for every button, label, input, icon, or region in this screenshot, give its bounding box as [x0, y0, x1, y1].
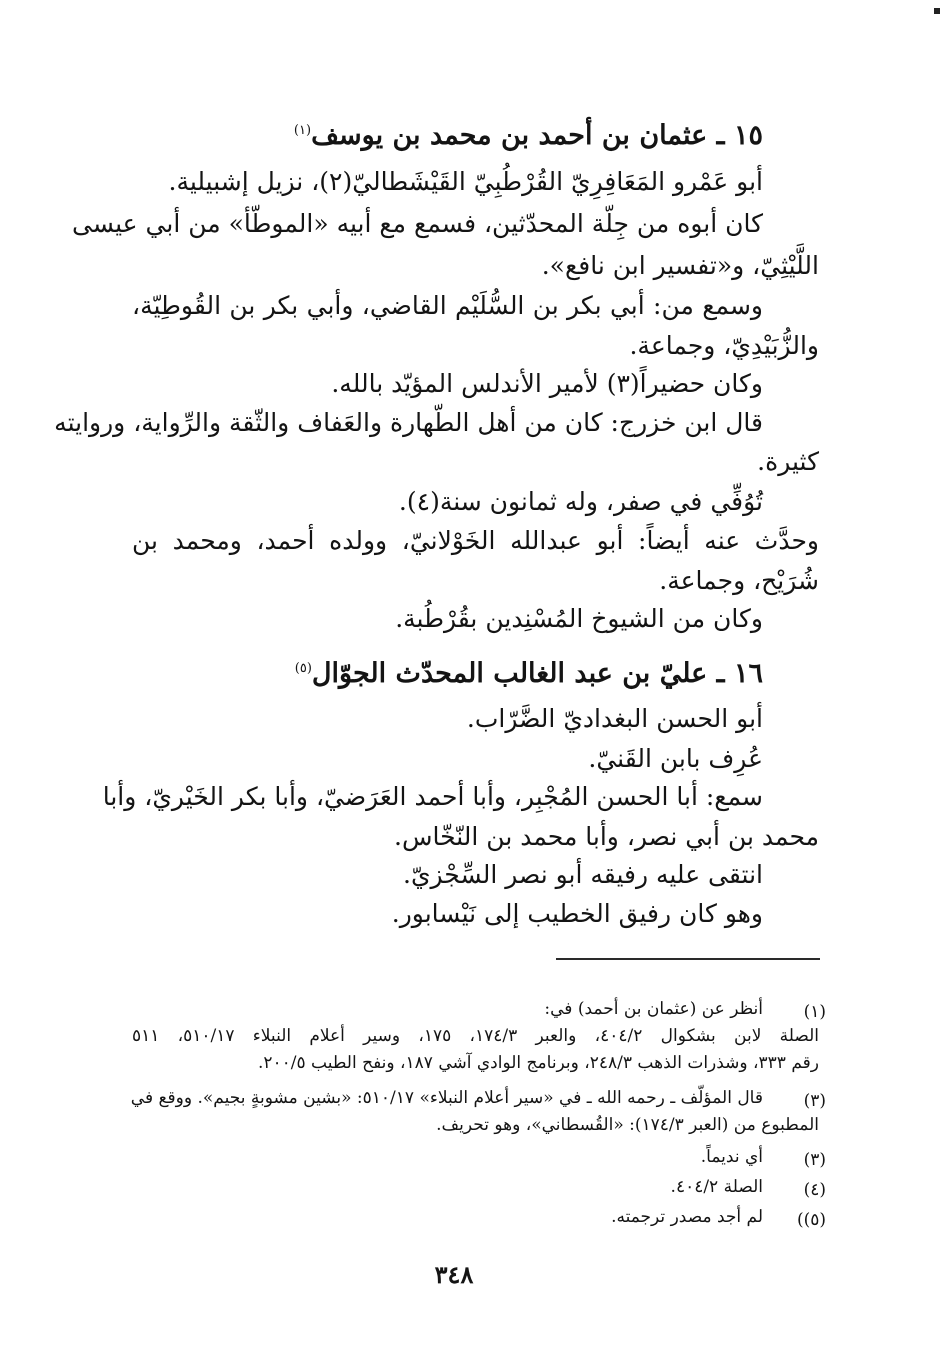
scan-mark — [934, 8, 940, 14]
page-number: ٣٤٨ — [434, 1260, 474, 1289]
entry-15-line-6: وكان حضيراً(٣) لأمير الأندلس المؤيّد بالله. — [331, 369, 763, 398]
footnote-1-line-3: رقم ٣٣٣، وشذرات الذهب ٢٤٨/٣، وبرنامج الوادي آشي ١٨٧، ونفح الطيب ٢٠٠/٥. — [257, 1053, 819, 1073]
entry-15-line-11: شُرَيْح، وجماعة. — [659, 566, 819, 595]
entry-15-line-10: وحدَّث عنه أيضاً: أبو عبدالله الخَوْلانيّ، وولده أحمد، ومحمد بن — [132, 526, 819, 555]
footnote-4-line-1: الصلة ٤٠٤/٢. — [670, 1177, 763, 1197]
footnote-1-number: (١) — [803, 1002, 826, 1022]
footnote-2-line-2: المطبوع من (العبر ١٧٤/٣): «القُسطاني»، وهو تحريف. — [436, 1115, 819, 1135]
entry-15-heading-note: (١) — [293, 123, 312, 138]
entry-16-line-6: وهو كان رفيق الخطيب إلى نَيْسابور. — [391, 899, 763, 928]
entry-15-line-9: تُوُفِّي في صفر، وله ثمانون سنة(٤). — [398, 487, 763, 516]
entry-15-line-1: أبو عَمْرو المَعَافِرِيّ القُرْطُبِيّ القَيْشَطاليّ(٢)، نزيل إشبيلية. — [168, 167, 763, 196]
footnote-3-number: (٣) — [803, 1150, 826, 1170]
entry-16-line-3: سمع: أبا الحسن المُجْبِر، وأبا أحمد العَرَضيّ، وأبا بكر الخَيْريّ، وأبا — [102, 782, 763, 811]
footnote-4-number: (٤) — [803, 1180, 826, 1200]
footnote-3-line-1: أي نديماً. — [700, 1147, 763, 1167]
entry-16-heading — [295, 650, 763, 693]
footnote-separator — [556, 958, 820, 960]
footnote-5-line-1: لم أجد مصدر ترجمته. — [611, 1207, 763, 1227]
entry-16-line-5: انتقى عليه رفيقه أبو نصر السِّجْزيّ. — [403, 860, 763, 889]
entry-16-line-2: عُرِف بابن القَنيّ. — [588, 744, 763, 773]
entry-15-line-2: كان أبوه من جِلّة المحدّثين، فسمع مع أبيه «الموطّأ» من أبي عيسى — [71, 209, 763, 238]
entry-16-line-4: محمد بن أبي نصر، وأبا محمد بن النّخّاس. — [394, 822, 819, 851]
entry-15-line-8: كثيرة. — [757, 447, 819, 476]
footnote-5-number: (٥)) — [796, 1210, 826, 1230]
entry-15-heading-text: ١٥ ـ عثمان بن أحمد بن محمد بن يوسف — [311, 120, 763, 151]
entry-16-line-1: أبو الحسن البغداديّ الضَّرّاب. — [466, 704, 763, 733]
entry-15-line-4: وسمع من: أبي بكر بن السُّلَيْم القاضي، وأبي بكر بن القُوطِيّة، — [132, 291, 763, 320]
footnote-1-line-2: الصلة لابن بشكوال ٤٠٤/٢، والعبر ١٧٤/٣، ١٧٥، وسير أعلام النبلاء ٥١٠/١٧، ٥١١ — [132, 1026, 820, 1046]
entry-15-line-7: قال ابن خزرج: كان من أهل الطّهارة والعَفاف والثّقة والرِّواية، وروايته — [54, 408, 763, 437]
entry-16-heading-note: (٥) — [294, 661, 312, 676]
entry-15-line-5: والزُّبَيْدِيّ، وجماعة. — [629, 331, 819, 360]
footnote-1-line-1: أنظر عن (عثمان بن أحمد) في: — [544, 999, 763, 1019]
entry-15-line-12: وكان من الشيوخ المُسْنِدين بقُرْطُبة. — [395, 604, 763, 633]
entry-15-line-3: اللَّيْثِيّ، و«تفسير ابن نافع». — [541, 251, 819, 280]
entry-15-heading — [294, 112, 763, 155]
entry-16-heading-text: ١٦ ـ عليّ بن عبد الغالب المحدّث الجوّال — [311, 658, 763, 689]
footnote-2-line-1: قال المؤلّف ـ رحمه الله ـ في «سير أعلام النبلاء» ٥١٠/١٧: «بشين مشوبةٍ بجيم». ووقع في — [130, 1088, 763, 1108]
footnote-2-number: (٣) — [803, 1091, 826, 1111]
